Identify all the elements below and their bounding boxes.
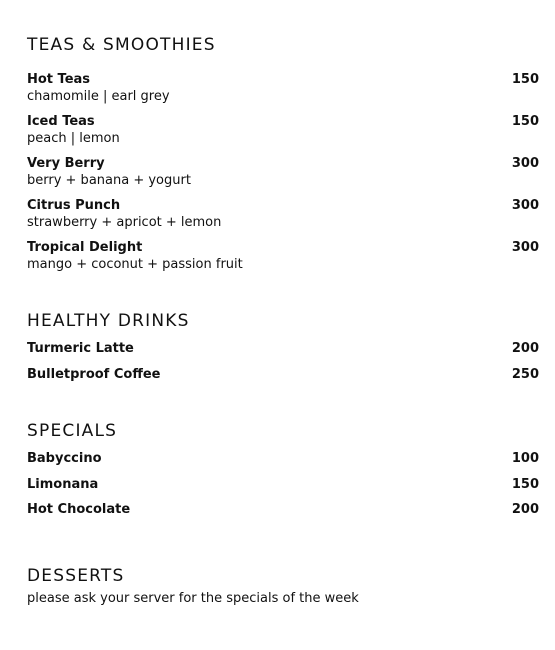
menu-item-price: 150	[511, 477, 539, 492]
menu-item-price: 200	[511, 502, 539, 517]
menu-item-name: Iced Teas	[27, 114, 95, 129]
menu-item-name: Turmeric Latte	[27, 341, 134, 356]
menu-item-price: 300	[511, 156, 539, 171]
menu-item-description: mango + coconut + passion fruit	[27, 257, 243, 272]
menu-item-price: 250	[511, 367, 539, 382]
menu-item-description: peach | lemon	[27, 131, 120, 146]
menu-item-price: 150	[511, 72, 539, 87]
menu-item-price: 300	[511, 198, 539, 213]
section-title-specials: SPECIALS	[27, 421, 118, 441]
menu-item-name: Citrus Punch	[27, 198, 121, 213]
menu-item-name: Very Berry	[27, 156, 105, 171]
menu-item-name: Tropical Delight	[27, 240, 143, 255]
menu-item-price: 200	[511, 341, 539, 356]
menu-item-price: 300	[511, 240, 539, 255]
section-title-desserts: DESSERTS	[27, 566, 125, 586]
menu-item-description: chamomile | earl grey	[27, 89, 170, 104]
menu-item-description: berry + banana + yogurt	[27, 173, 191, 188]
section-title-teas-smoothies: TEAS & SMOOTHIES	[27, 35, 216, 55]
menu-item-name: Hot Teas	[27, 72, 91, 87]
menu-item-name: Hot Chocolate	[27, 502, 131, 517]
menu-item-price: 100	[511, 451, 539, 466]
menu-item-name: Bulletproof Coffee	[27, 367, 161, 382]
menu-item-price: 150	[511, 114, 539, 129]
desserts-note: please ask your server for the specials of the week	[27, 591, 359, 606]
section-title-healthy-drinks: HEALTHY DRINKS	[27, 311, 190, 331]
menu-item-name: Babyccino	[27, 451, 102, 466]
menu-item-description: strawberry + apricot + lemon	[27, 215, 222, 230]
menu-item-name: Limonana	[27, 477, 99, 492]
